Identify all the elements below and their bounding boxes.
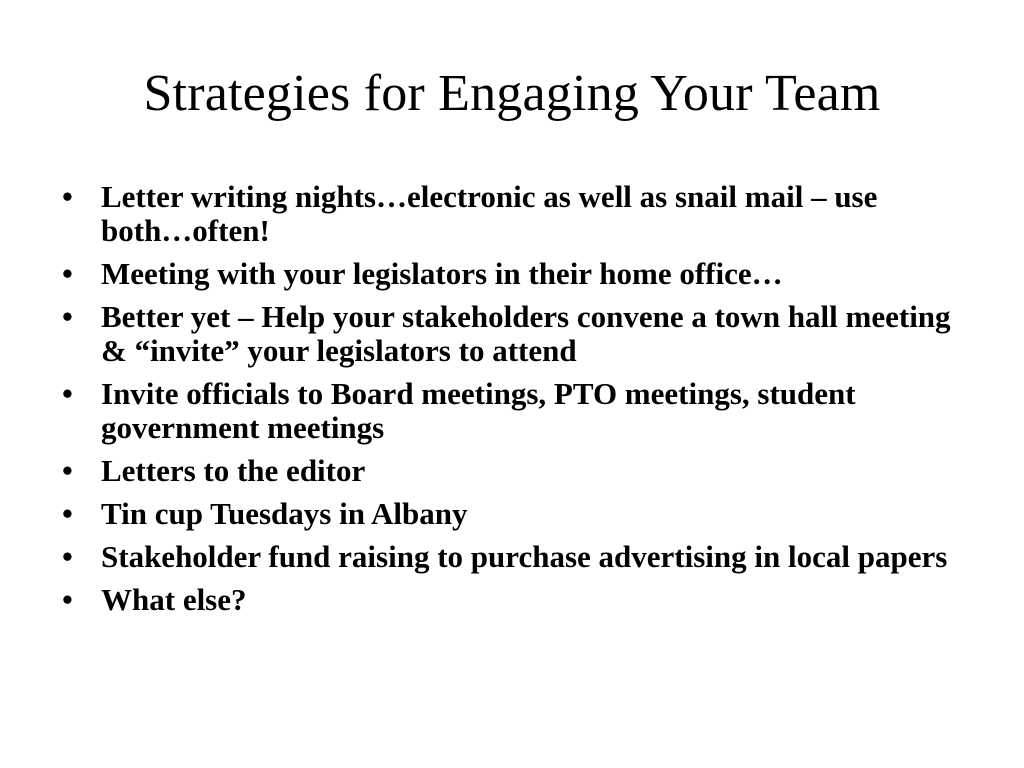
bullet-item-what-else: [62, 583, 962, 617]
bullet-text: Better yet – Help your stakeholders convene a town hall meeting & “invite” your legislators to attend: [101, 299, 951, 368]
bullet-item-letter-writing: [62, 180, 962, 248]
bullet-text: What else?: [101, 582, 247, 617]
bullet-text: Invite officials to Board meetings, PTO meetings, student government meetings: [101, 376, 856, 445]
bullet-item-tin-cup: [62, 497, 962, 531]
bullet-text: Letter writing nights…electronic as well as snail mail – use both…often!: [101, 179, 878, 248]
bullet-text: Tin cup Tuesdays in Albany: [101, 496, 468, 531]
bullet-icon: •: [62, 582, 73, 617]
bullet-text: Stakeholder fund raising to purchase advertising in local papers: [101, 539, 948, 574]
slide-title: Strategies for Engaging Your Team: [143, 65, 881, 122]
bullet-item-fund-raising: [62, 540, 962, 574]
bullet-item-town-hall: [62, 300, 962, 368]
bullet-text: Letters to the editor: [101, 453, 366, 488]
bullet-item-meeting-legislators: [62, 257, 962, 291]
bullet-icon: •: [62, 376, 73, 411]
bullet-item-letters-editor: [62, 454, 962, 488]
bullet-icon: •: [62, 179, 73, 214]
bullet-item-invite-officials: [62, 377, 962, 445]
bullet-list: [62, 180, 962, 626]
bullet-icon: •: [62, 256, 73, 291]
bullet-icon: •: [62, 539, 73, 574]
bullet-icon: •: [62, 496, 73, 531]
bullet-icon: •: [62, 299, 73, 334]
bullet-icon: •: [62, 453, 73, 488]
bullet-text: Meeting with your legislators in their home office…: [101, 256, 783, 291]
